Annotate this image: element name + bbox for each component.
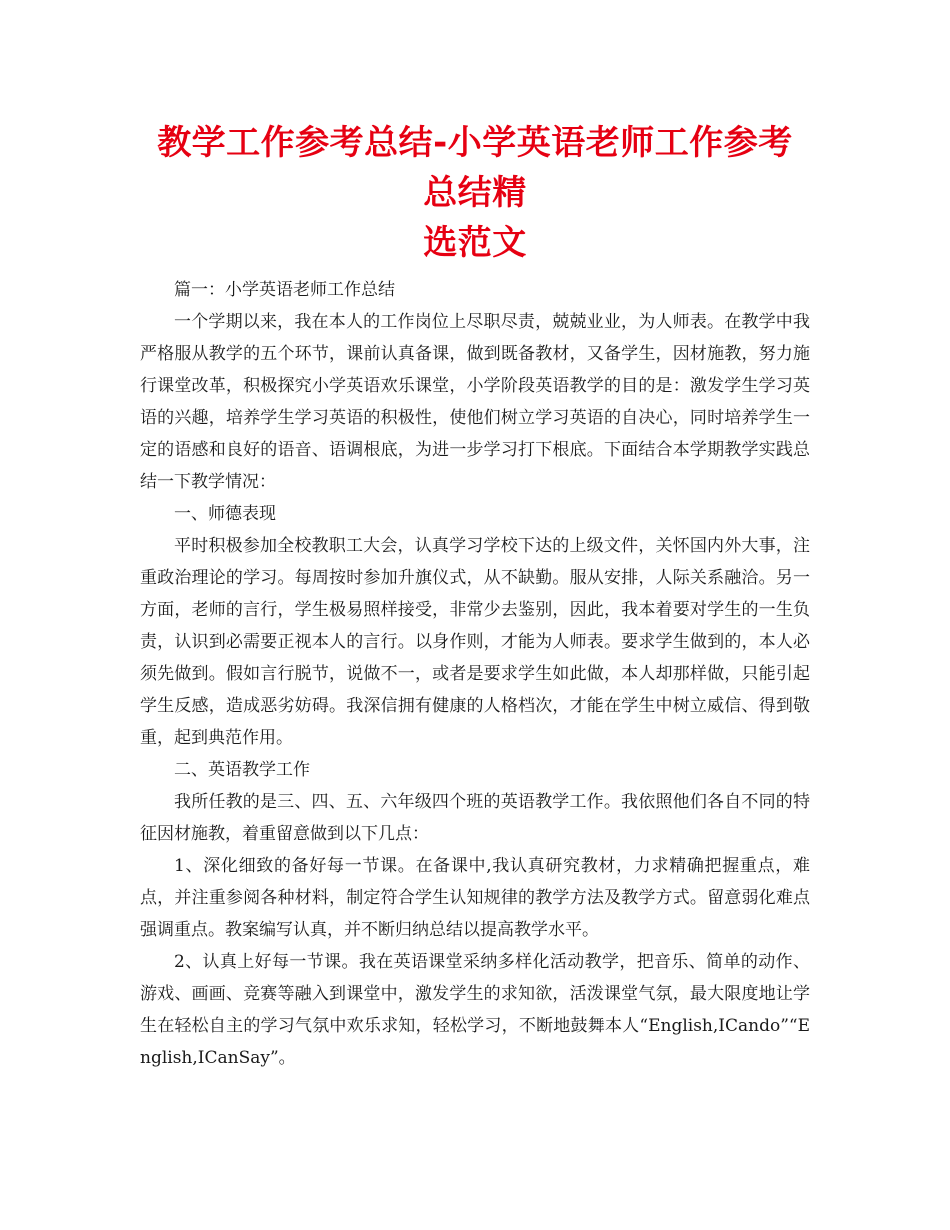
section-heading-part-one: 篇一：小学英语老师工作总结 [174, 280, 395, 300]
class-teaching-paragraph: 2、认真上好每一节课。我在英语课堂采纳多样化活动教学，把音乐、简单的动作、游戏、画画、竞赛等融入到课堂中，激发学生的求知欲，活泼课堂气氛，最大限度地让学生在轻松自主的学习气氛中欢乐求知，轻松学习，不断地鼓舞本人“English,ICando”“English,ICanSay”。 [140, 952, 810, 1068]
teaching-overview-paragraph: 我所任教的是三、四、五、六年级四个班的英语教学工作。我依照他们各自不同的特征因材施教，着重留意做到以下几点： [140, 792, 810, 844]
document-title [140, 118, 810, 268]
section-heading-english-teaching: 二、英语教学工作 [174, 760, 310, 780]
lesson-preparation-paragraph: 1、深化细致的备好每一节课。在备课中,我认真研究教材，力求精确把握重点，难点，并注重参阅各种材料，制定符合学生认知规律的教学方法及教学方式。留意弱化难点强调重点。教案编写认真，并不断归纳总结以提高教学水平。 [140, 856, 810, 940]
document-title-line-2: 选范文 [423, 223, 527, 263]
section-heading-ethics: 一、师德表现 [174, 504, 276, 524]
document-title-line-1: 教学工作参考总结-小学英语老师工作参考总结精 [157, 123, 793, 213]
intro-paragraph: 一个学期以来，我在本人的工作岗位上尽职尽责，兢兢业业，为人师表。在教学中我严格服从教学的五个环节，课前认真备课，做到既备教材，又备学生，因材施教，努力施行课堂改革，积极探究小学英语欢乐课堂，小学阶段英语教学的目的是：激发学生学习英语的兴趣，培养学生学习英语的积极性，使他们树立学习英语的自决心，同时培养学生一定的语感和良好的语音、语调根底，为进一步学习打下根底。下面结合本学期教学实践总结一下教学情况： [140, 312, 810, 492]
document-body [140, 274, 810, 1074]
ethics-paragraph: 平时积极参加全校教职工大会，认真学习学校下达的上级文件，关怀国内外大事，注重政治理论的学习。每周按时参加升旗仪式，从不缺勤。服从安排，人际关系融洽。另一方面，老师的言行，学生极易照样接受，非常少去鉴别，因此，我本着要对学生的一生负责，认识到必需要正视本人的言行。以身作则，才能为人师表。要求学生做到的，本人必须先做到。假如言行脱节，说做不一，或者是要求学生如此做，本人却那样做，只能引起学生反感，造成恶劣妨碍。我深信拥有健康的人格档次，才能在学生中树立威信、得到敬重，起到典范作用。 [140, 536, 810, 748]
